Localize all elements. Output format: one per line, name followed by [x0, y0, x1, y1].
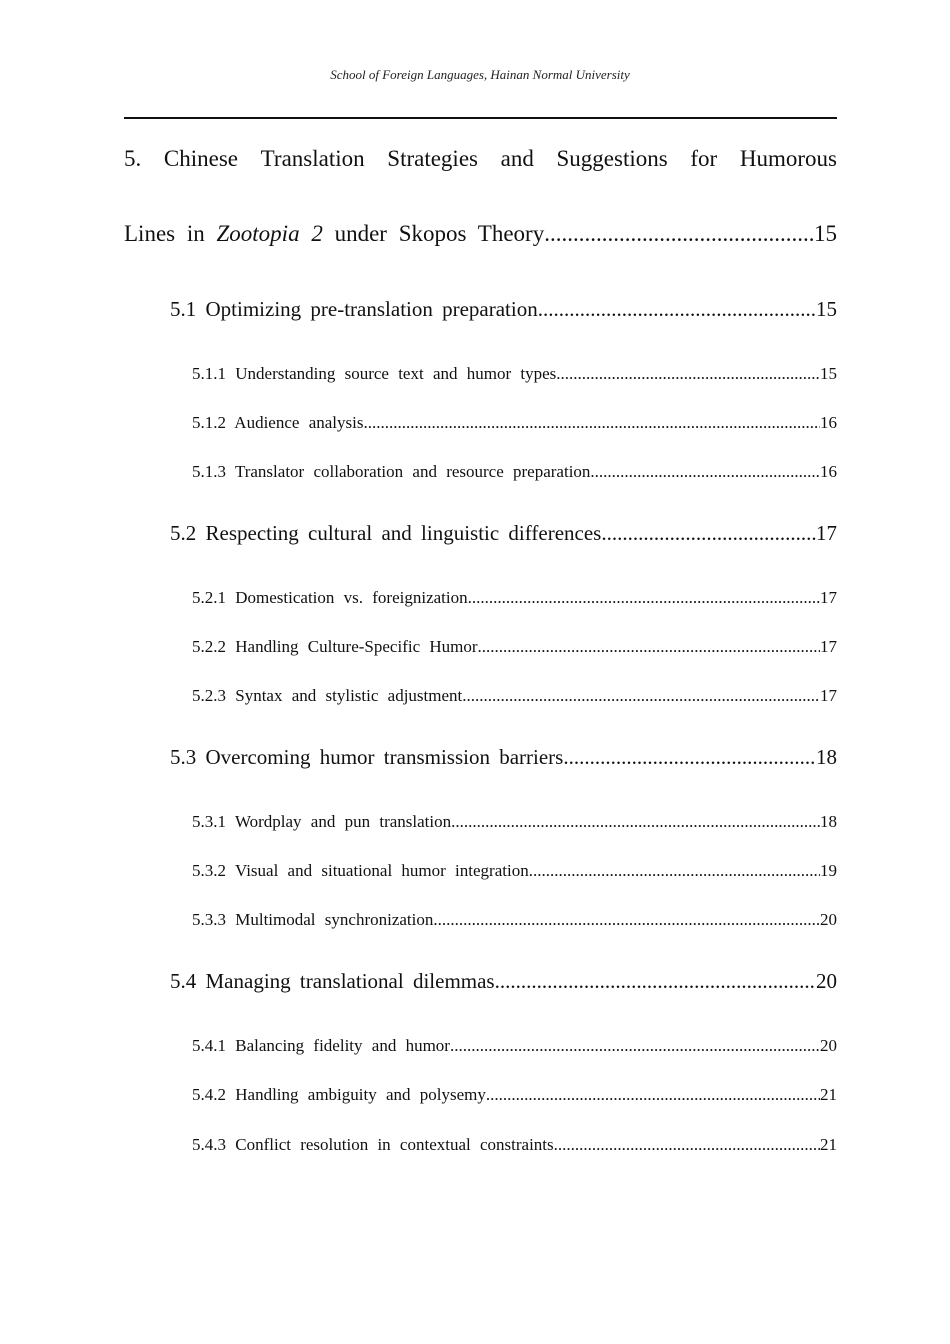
film-title: Zootopia 2 [216, 221, 323, 246]
dot-leader [451, 812, 820, 832]
toc-section[interactable] [170, 297, 837, 322]
toc-subsection-title: 5.4.3 Conflict resolution in contextual constraints [192, 1135, 554, 1154]
dot-leader [590, 462, 820, 482]
toc-subsection-title: 5.4.2 Handling ambiguity and polysemy [192, 1085, 486, 1104]
toc-subsection[interactable] [192, 812, 837, 832]
dot-leader [544, 221, 814, 247]
toc-section[interactable] [170, 521, 837, 546]
page-number: 19 [820, 861, 837, 880]
toc-section[interactable] [170, 969, 837, 994]
chapter-word: Suggestions [556, 146, 668, 171]
toc-subsection-title: 5.3.3 Multimodal synchronization [192, 910, 434, 929]
toc-section-title: 5.2 Respecting cultural and linguistic differences [170, 521, 602, 545]
toc-section[interactable] [170, 745, 837, 770]
chapter-word: for [690, 146, 718, 171]
header-rule [124, 117, 837, 119]
toc-subsection[interactable] [192, 686, 837, 706]
toc-subsection-title: 5.1.1 Understanding source text and humor types [192, 364, 557, 383]
page-number: 17 [820, 637, 837, 656]
dot-leader [468, 588, 820, 608]
toc-subsection[interactable] [192, 364, 837, 384]
toc-subsection[interactable] [192, 1085, 837, 1105]
toc-subsection-title: 5.4.1 Balancing fidelity and humor [192, 1036, 450, 1055]
chapter-title-line-2[interactable] [124, 221, 837, 247]
dot-leader [433, 910, 820, 930]
page-number: 20 [820, 910, 837, 929]
toc-subsection[interactable] [192, 637, 837, 657]
chapter-word: and [500, 146, 534, 171]
page-number: 18 [820, 812, 837, 831]
dot-leader [486, 1085, 820, 1105]
page-number: 16 [820, 462, 837, 481]
dot-leader [556, 364, 820, 384]
page-number: 17 [820, 686, 837, 705]
page-number: 21 [820, 1085, 837, 1104]
dot-leader [363, 413, 820, 433]
chapter-title-suffix: under Skopos Theory [334, 221, 545, 246]
toc-subsection-title: 5.1.3 Translator collaboration and resource preparation [192, 462, 591, 481]
dot-leader [563, 745, 816, 770]
toc-subsection-title: 5.3.2 Visual and situational humor integration [192, 861, 529, 880]
page-number: 17 [820, 588, 837, 607]
page-header: School of Foreign Languages, Hainan Normal University [330, 67, 630, 82]
page-number: 18 [816, 745, 837, 769]
dot-leader [529, 861, 820, 881]
chapter-title-line-1[interactable] [124, 146, 837, 172]
chapter-word: Strategies [387, 146, 478, 171]
chapter-word: Translation [260, 146, 365, 171]
chapter-word: Chinese [163, 146, 239, 171]
toc-subsection[interactable] [192, 413, 837, 433]
dot-leader [450, 1036, 820, 1056]
page-number: 17 [816, 521, 837, 545]
toc-section-title: 5.1 Optimizing pre-translation preparation [170, 297, 538, 321]
toc-subsection-title: 5.1.2 Audience analysis [192, 413, 364, 432]
chapter-title-prefix: Lines in [124, 221, 205, 246]
dot-leader [538, 297, 816, 322]
toc-subsection[interactable] [192, 588, 837, 608]
toc-subsection-title: 5.3.1 Wordplay and pun translation [192, 812, 452, 831]
chapter-title-continuation [124, 221, 544, 247]
toc-subsection-title: 5.2.2 Handling Culture-Specific Humor [192, 637, 478, 656]
page-number: 20 [820, 1036, 837, 1055]
toc-subsection[interactable] [192, 462, 837, 482]
toc-section-title: 5.4 Managing translational dilemmas [170, 969, 495, 993]
toc-subsection[interactable] [192, 910, 837, 930]
toc-subsection[interactable] [192, 1135, 837, 1155]
dot-leader [462, 686, 820, 706]
toc-subsection-title: 5.2.1 Domestication vs. foreignization [192, 588, 468, 607]
dot-leader [601, 521, 816, 546]
toc-subsection-title: 5.2.3 Syntax and stylistic adjustment [192, 686, 463, 705]
chapter-word: Humorous [739, 146, 837, 171]
page-number: 15 [816, 297, 837, 321]
page-number: 15 [814, 221, 837, 246]
page-number: 15 [820, 364, 837, 383]
page-number: 21 [820, 1135, 837, 1154]
dot-leader [478, 637, 820, 657]
toc-section-title: 5.3 Overcoming humor transmission barriers [170, 745, 564, 769]
page-number: 20 [816, 969, 837, 993]
chapter-word: 5. [124, 146, 142, 171]
dot-leader [554, 1135, 820, 1155]
dot-leader [495, 969, 816, 994]
toc-subsection[interactable] [192, 1036, 837, 1056]
page-number: 16 [820, 413, 837, 432]
toc-subsection[interactable] [192, 861, 837, 881]
